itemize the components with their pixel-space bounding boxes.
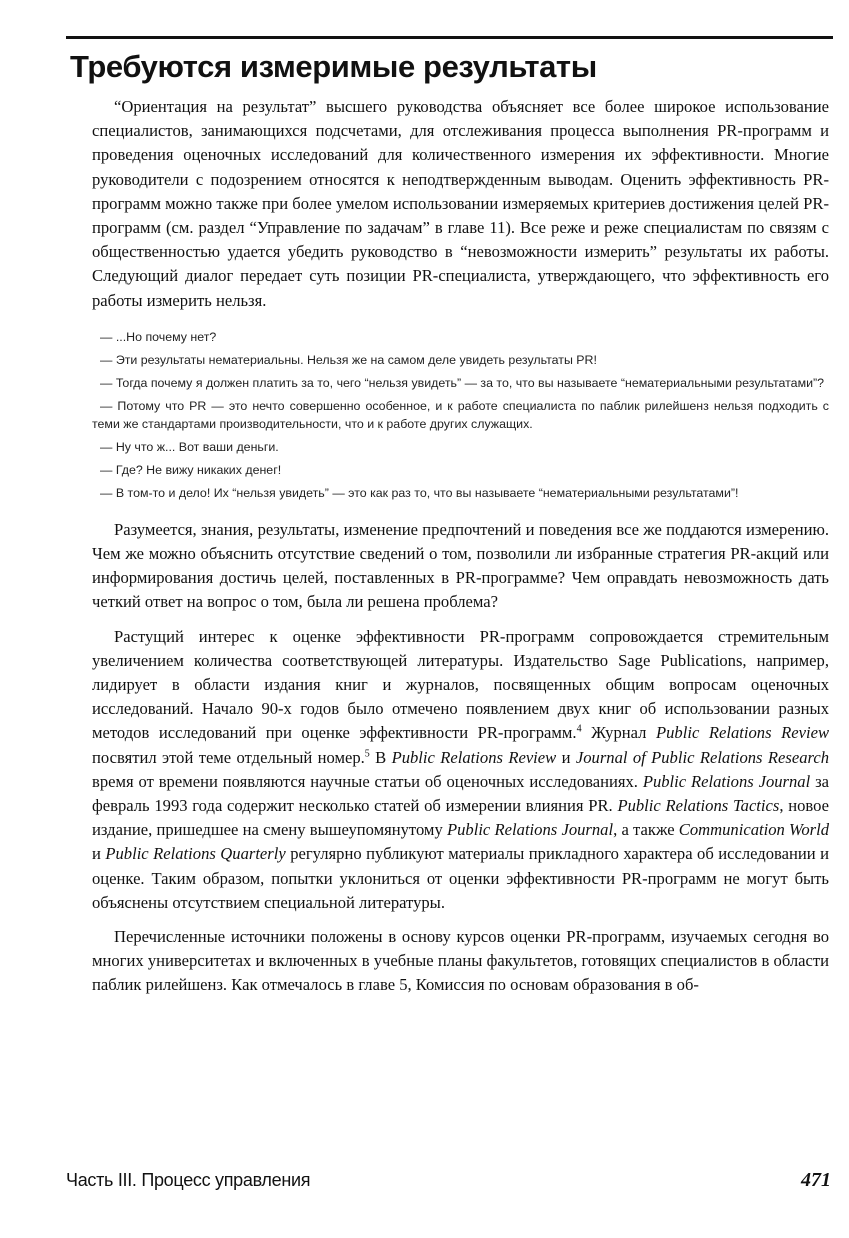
paragraph-3-text-1: Растущий интерес к оценке эффективности PR-программ сопровождается стремительным увеличением количества соответствующей литературы. Издательство Sage Publications, например, лидирует в области издания книг и журналов, посвященных общим вопросам оценочных исследований. Начало 90-х годов было отмечено появлением двух книг об использовании разных методов исследований при оценке эффективности PR-программ.: [92, 626, 829, 743]
paragraph-3: [92, 625, 829, 915]
paragraph-3-text-7: за февраль 1993 года содержит несколько статей об измерении влияния PR.: [92, 771, 829, 816]
paragraph-3-text-10: и: [92, 844, 106, 864]
page-number: 471: [801, 1169, 831, 1191]
dialog-line-4: — Потому что PR — это нечто совершенно особенное, и к работе специалиста по паблик рилейшенз нельзя подходить с теми же стандартами производительности, что и к работе других служащих.: [92, 398, 829, 431]
journal-title-5: Public Relations Tactics: [617, 796, 780, 816]
dialog-line-5: — Ну что ж... Вот ваши деньги.: [100, 439, 279, 454]
journal-title-1: Public Relations Review: [656, 723, 830, 743]
paragraph-3-text-5: и: [556, 747, 576, 767]
dialog-block: [92, 328, 829, 502]
journal-title-4: Public Relations Journal: [642, 771, 811, 791]
body-text: [92, 95, 829, 998]
paragraph-2: Разумеется, знания, результаты, изменение предпочтений и поведения все же поддаются измерению. Чем же можно объяснить отсутствие сведений о том, позволили ли избранные стратегия PR-акций или информирования достичь целей, поставленных в PR-программе? Чем оправдать невозможность дать четкий ответ на вопрос о том, была ли решена проблема?: [92, 519, 829, 612]
journal-title-2: Public Relations Review: [391, 747, 557, 767]
paragraph-3-text-2: Журнал: [581, 723, 656, 743]
paragraph-4: Перечисленные источники положены в основу курсов оценки PR-программ, изучаемых сегодня во многих университетах и включенных в учебные планы факультетов, готовящих специалистов в области паблик рилейшенз. Как отмечалось в главе 5, Комиссия по основам образования в об-: [92, 927, 829, 995]
journal-title-8: Public Relations Quarterly: [105, 844, 286, 864]
journal-title-6: Public Relations Journal: [446, 820, 614, 840]
dialog-line-7: — В том-то и дело! Их “нельзя увидеть” — это как раз то, что вы называете “нематериальными результатами”!: [100, 485, 739, 500]
paragraph-3-text-9: , а также: [613, 820, 679, 840]
footnote-ref-5: 5: [364, 748, 370, 760]
top-rule: [66, 36, 833, 39]
footer-section-label: Часть III. Процесс управления: [66, 1170, 311, 1190]
section-heading: Требуются измеримые результаты: [70, 49, 597, 84]
paragraph-3-text-8: , новое издание, пришедшее на смену вышеупомянутому: [92, 796, 830, 840]
dialog-line-3: — Тогда почему я должен платить за то, чего “нельзя увидеть” — за то, что вы называете “нематериальными результатами”?: [100, 375, 825, 390]
journal-title-7: Communication World: [678, 820, 830, 840]
paragraph-3-text-6: время от времени появляются научные статьи об оценочных исследованиях.: [92, 771, 643, 791]
paragraph-3-text-3: посвятил этой теме отдельный номер.: [92, 747, 365, 767]
paragraph-1: “Ориентация на результат” высшего руководства объясняет все более широкое использование специалистов, занимающихся подсчетами, для отслеживания процесса выполнения PR-программ и проведения оценочных исследований для количественного измерения их эффективности. Многие руководители с подозрением относятся к неподтвержденным выводам. Оценить эффективность PR-программ можно также при более умелом использовании измеряемых критериев достижения целей PR-программ (см. раздел “Управление по задачам” в главе 11). Все реже и реже специалистам по связям с общественностью удается убедить руководство в “невозможности измерить” результаты их работы. Следующий диалог передает суть позиции PR-специалиста, утверждающего, что эффективность его работы измерить нельзя.: [92, 97, 829, 310]
paragraph-3-text-4: В: [369, 747, 392, 767]
dialog-line-1: — ...Но почему нет?: [100, 329, 217, 344]
paragraph-3-text-11: регулярно публикуют материалы прикладного характера об исследовании и оценке. Таким образом, попытки уклониться от оценки эффективности PR-программ не могут быть объяснены отсутствием специальной литературы.: [92, 844, 829, 912]
page-footer: [66, 1166, 831, 1196]
dialog-line-6: — Где? Не вижу никаких денег!: [100, 462, 282, 477]
dialog-line-2: — Эти результаты нематериальны. Нельзя же на самом деле увидеть результаты PR!: [100, 352, 597, 367]
footnote-ref-4: 4: [576, 723, 582, 735]
journal-title-3: Journal of Public Relations Research: [575, 747, 829, 767]
